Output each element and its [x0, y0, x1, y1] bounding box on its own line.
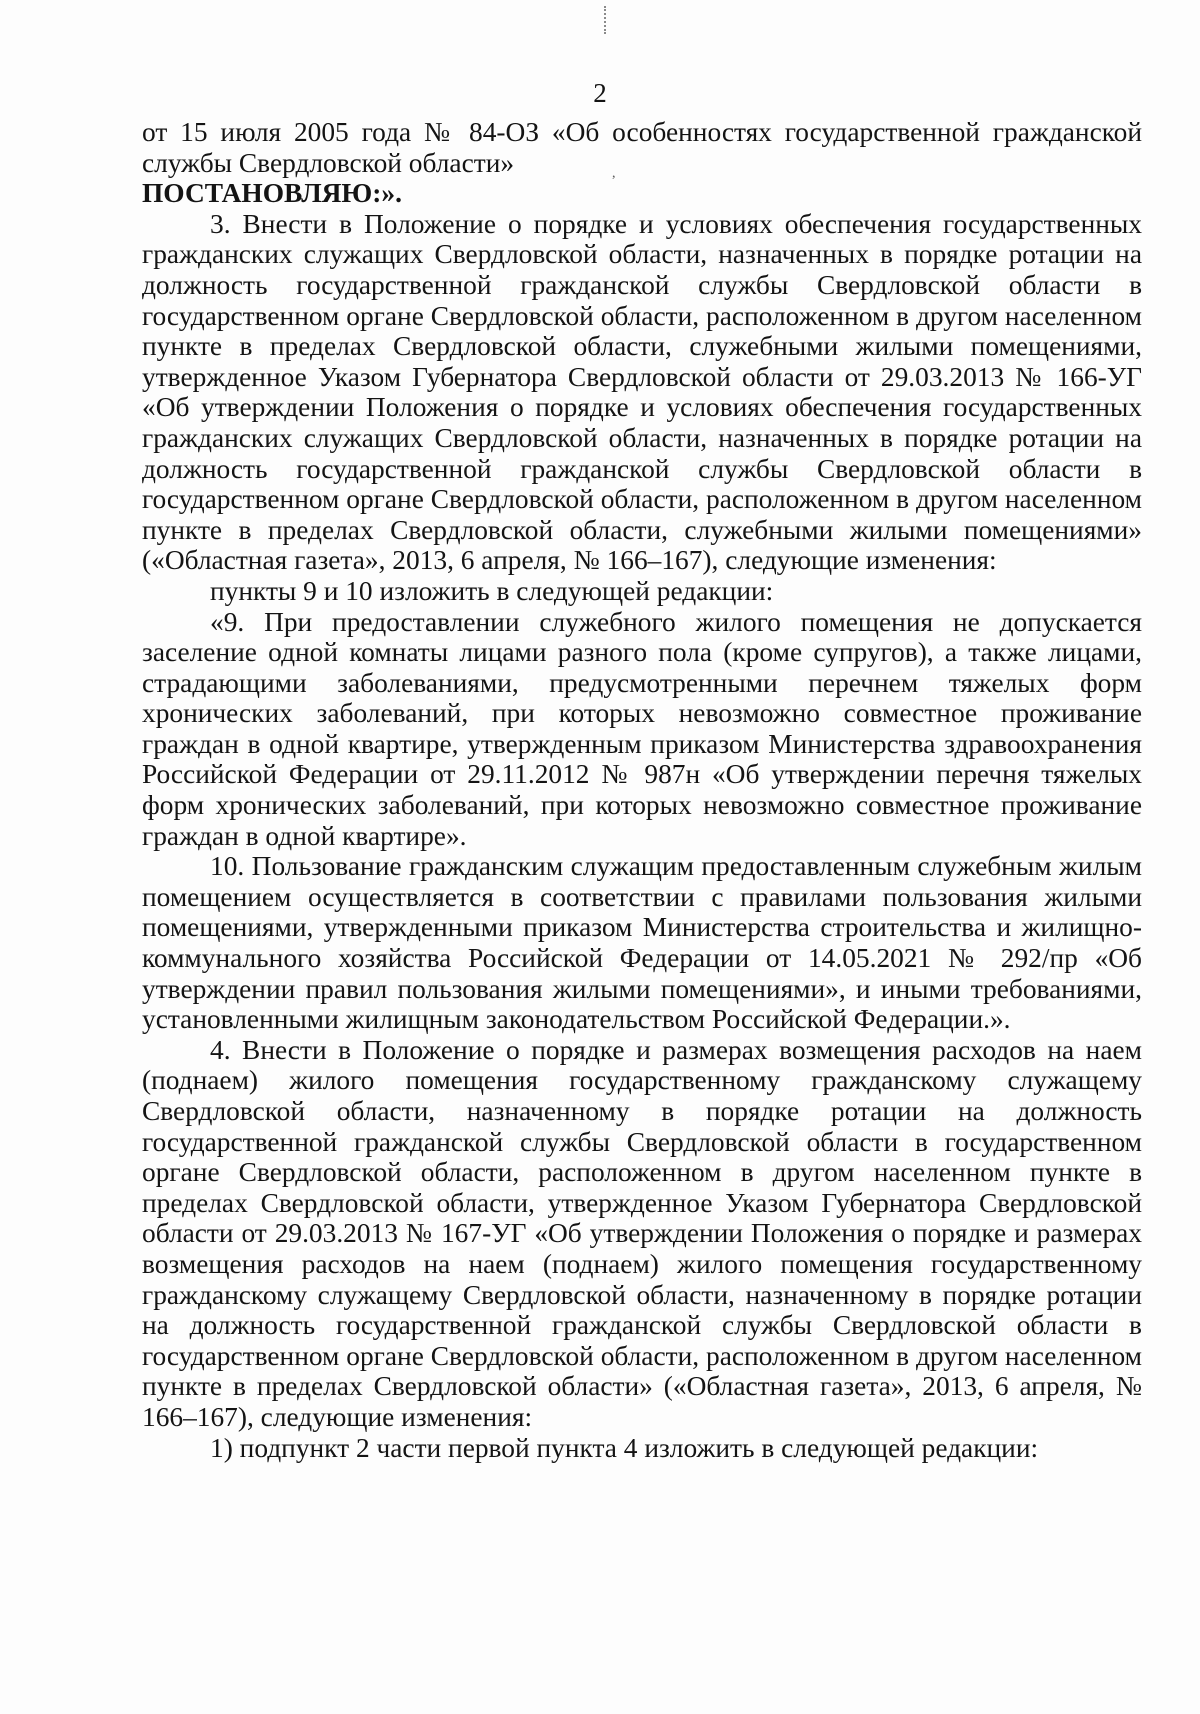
paragraph-item-4-subpoint-1: 1) подпункт 2 части первой пункта 4 изложить в следующей редакции:	[210, 1432, 1039, 1463]
paragraph-item-4: 4. Внести в Положение о порядке и размерах возмещения расходов на наем (поднаем) жилого помещения государственному гражданскому служащему Свердловской области, назначенному в порядке ротации на должность государственной гражданской службы Свердловской области в государственном органе Свердловской области, расположенном в другом населенном пункте в пределах Свердловской области, утвержденное Указом Губернатора Свердловской области от 29.03.2013 № 167-УГ «Об утверждении Положения о порядке и размерах возмещения расходов на наем (поднаем) жилого помещения государственному гражданскому служащему Свердловской области, назначенному в порядке ротации на должность государственной гражданской службы Свердловской области в государственном органе Свердловской области, расположенном в другом населенном пункте в пределах Свердловской области» («Областная газета», 2013, 6 апреля, № 166–167), следующие изменения:	[142, 1034, 1142, 1432]
paragraph-item-3: 3. Внести в Положение о порядке и условиях обеспечения государственных гражданских служащих Свердловской области, назначенных в порядке ротации на должность государственной гражданской службы Свердловской области в государственном органе Свердловской области, расположенном в другом населенном пункте в пределах Свердловской области, служебными жилыми помещениями, утвержденное Указом Губернатора Свердловской области от 29.03.2013 № 166-УГ «Об утверждении Положения о порядке и условиях обеспечения государственных гражданских служащих Свердловской области, назначенных в порядке ротации на должность государственной гражданской службы Свердловской области в государственном органе Свердловской области, расположенном в другом населенном пункте в пределах Свердловской области, служебными жилыми помещениями» («Областная газета», 2013, 6 апреля, № 166–167), следующие изменения:	[142, 208, 1142, 576]
stray-pen-mark: ,	[612, 166, 616, 181]
paragraph-law-reference: от 15 июля 2005 года № 84-ОЗ «Об особенностях государственной гражданской службы Свердловской области»	[142, 117, 1142, 178]
paragraph-decree-heading: ПОСТАНОВЛЯЮ:».	[142, 178, 402, 209]
paragraph-item-3-intro: пункты 9 и 10 изложить в следующей редакции:	[210, 575, 774, 606]
paragraph-point-10: 10. Пользование гражданским служащим предоставленным служебным жилым помещением осуществляется в соответствии с правилами пользования жилыми помещениями, утвержденными приказом Министерства строительства и жилищно-коммунального хозяйства Российской Федерации от 14.05.2021 № 292/пр «Об утверждении правил пользования жилыми помещениями», и иными требованиями, установленными жилищным законодательством Российской Федерации.».	[142, 851, 1142, 1035]
page-number: 2	[593, 78, 607, 108]
scan-artifact-mark	[604, 6, 608, 34]
paragraph-point-9: «9. При предоставлении служебного жилого помещения не допускается заселение одной комнаты лицами разного пола (кроме супругов), а также лицами, страдающими заболеваниями, предусмотренными перечнем тяжелых форм хронических заболеваний, при которых невозможно совместное проживание граждан в одной квартире, утвержденным приказом Министерства здравоохранения Российской Федерации от 29.11.2012 № 987н «Об утверждении перечня тяжелых форм хронических заболеваний, при которых невозможно совместное проживание граждан в одной квартире».	[142, 606, 1142, 851]
document-body	[142, 117, 1142, 1463]
